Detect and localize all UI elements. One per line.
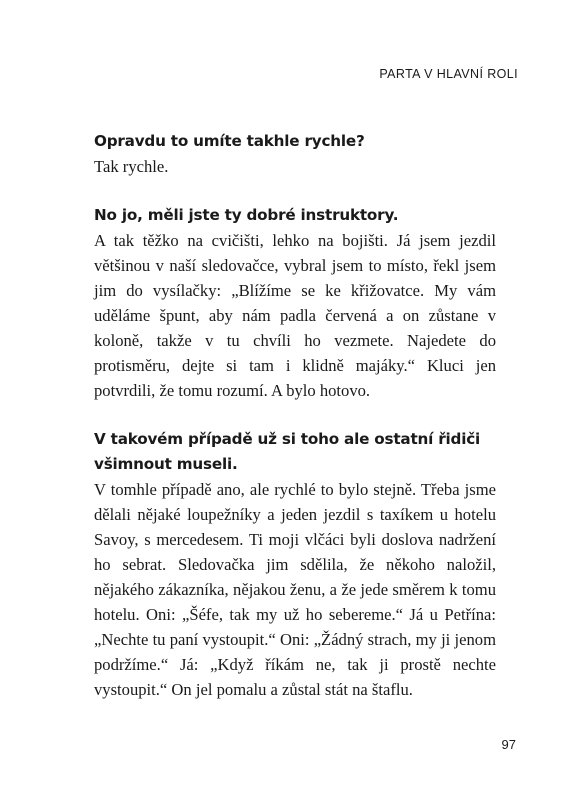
question-2: No jo, měli jste ty dobré instruktory. [94, 206, 399, 224]
interview-body [94, 129, 496, 702]
running-head: PARTA V HLAVNÍ ROLI [379, 67, 518, 81]
question-3: V takovém případě už si toho ale ostatní řidiči všimnout museli. [94, 430, 481, 473]
page-number: 97 [501, 737, 516, 752]
answer-1: Tak rychle. [94, 157, 169, 176]
question-1: Opravdu to umíte takhle rychle? [94, 132, 365, 150]
answer-2: A tak těžko na cvičišti, lehko na bojišti. Já jsem jezdil většinou v naší sledovačce, vybral jsem to místo, řekl jsem jim do vysílačky: „Blížíme se ke křižovatce. My vám uděláme špunt, aby nám padla červená a on zůstane v koloně, takže v tu chvíli ho vezmete. Najedete do protisměru, dejte si tam i klidně majáky.“ Kluci jen potvrdili, že tomu rozumí. A bylo hotovo. [94, 231, 496, 400]
answer-3: V tomhle případě ano, ale rychlé to bylo stejně. Třeba jsme dělali nějaké loupežníky a jeden jezdil s taxíkem u hotelu Savoy, s mercedesem. Ti moji vlčáci byli doslova nadržení ho sebrat. Sledovačka jim sdělila, že někoho naložil, nějakého zákazníka, nějakou ženu, a že jede směrem k tomu hotelu. Oni: „Šéfe, tak my už ho sebereme.“ Já u Petřína: „Nechte tu paní vystoupit.“ Oni: „Žádný strach, my ji jenom podržíme.“ Já: „Když říkám ne, tak ji prostě nechte vystoupit.“ On jel pomalu a zůstal stát na štaflu. [94, 480, 496, 699]
